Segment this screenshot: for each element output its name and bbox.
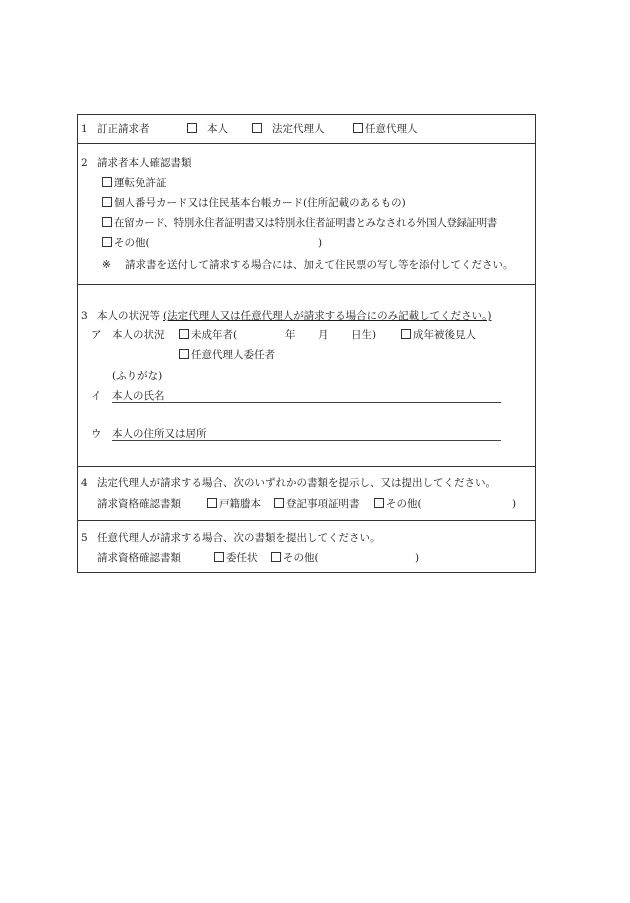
section-1-number: 1 <box>81 123 88 135</box>
principal-status-label: 本人の状況 <box>112 329 165 341</box>
s4-other-close: ) <box>512 498 517 510</box>
section-4-number: 4 <box>81 477 88 489</box>
principal-address-field[interactable] <box>112 440 501 441</box>
request-form <box>77 114 536 573</box>
principal-name-field[interactable] <box>112 402 501 403</box>
checkbox-s5-other[interactable] <box>271 552 281 562</box>
option-principal-of-agent[interactable]: 任意代理人委任者 <box>179 348 275 362</box>
principal-address-label: 本人の住所又は居所 <box>112 428 207 440</box>
section-3-label-note: (法定代理人又は任意代理人が請求する場合にのみ記載してください。) <box>163 310 492 322</box>
section-3-label: 本人の状況等 <box>97 310 160 322</box>
option-s4-other[interactable]: その他( <box>374 497 422 511</box>
birth-year-label: 年 <box>285 329 296 341</box>
section-4-legal-representative <box>78 466 535 521</box>
checkbox-residence-card[interactable] <box>102 217 112 227</box>
option-minor[interactable]: 未成年者( <box>179 328 237 342</box>
section-2-id-documents <box>78 143 535 285</box>
note-mark: ※ <box>102 259 111 271</box>
checkbox-self[interactable] <box>187 123 197 133</box>
checkbox-drivers-license[interactable] <box>102 177 112 187</box>
option-voluntary-agent[interactable]: 任意代理人 <box>353 122 418 136</box>
section-4-text: 法定代理人が請求する場合、次のいずれかの書類を提示し、又は提出してください。 <box>97 477 496 489</box>
option-adult-ward[interactable]: 成年被後見人 <box>401 328 476 342</box>
section-4-docs-label: 請求資格確認書類 <box>97 498 181 510</box>
checkbox-doc-other[interactable] <box>102 237 112 247</box>
doc-other[interactable]: その他( <box>102 236 150 250</box>
checkbox-minor[interactable] <box>179 329 189 339</box>
option-family-register[interactable]: 戸籍謄本 <box>207 497 261 511</box>
checkbox-individual-number-card[interactable] <box>102 197 112 207</box>
birth-month-label: 月 <box>318 329 329 341</box>
item-i-mark: イ <box>91 390 102 402</box>
item-u-mark: ウ <box>91 428 102 440</box>
section-2-number: 2 <box>81 157 88 169</box>
section-2-label: 請求者本人確認書類 <box>97 157 192 169</box>
principal-name-label: 本人の氏名 <box>112 390 165 402</box>
option-self[interactable]: 本人 <box>187 122 228 136</box>
section-1-label: 訂正請求者 <box>97 123 150 135</box>
checkbox-legal-representative[interactable] <box>252 123 262 133</box>
section-3-number: 3 <box>81 310 88 322</box>
option-s5-other[interactable]: その他( <box>271 551 319 565</box>
doc-other-close: ) <box>318 237 323 249</box>
doc-individual-number-card[interactable]: 個人番号カード又は住民基本台帳カード(住所記載のあるもの) <box>102 196 406 210</box>
furigana-label: (ふりがな) <box>112 370 163 382</box>
checkbox-adult-ward[interactable] <box>401 329 411 339</box>
checkbox-power-of-attorney[interactable] <box>214 552 224 562</box>
section-1-requester <box>78 115 535 143</box>
checkbox-family-register[interactable] <box>207 498 217 508</box>
option-legal-representative[interactable]: 法定代理人 <box>252 122 325 136</box>
section-5-text: 任意代理人が請求する場合、次の書類を提出してください。 <box>97 532 381 544</box>
mailing-note: 請求書を送付して請求する場合には、加えて住民票の写し等を添付してください。 <box>125 259 514 271</box>
doc-drivers-license[interactable]: 運転免許証 <box>102 176 167 190</box>
section-3-principal-status <box>78 284 535 467</box>
checkbox-s4-other[interactable] <box>374 498 384 508</box>
option-power-of-attorney[interactable]: 委任状 <box>214 551 258 565</box>
s5-other-close: ) <box>415 552 420 564</box>
checkbox-voluntary-agent[interactable] <box>353 123 363 133</box>
section-5-voluntary-agent <box>78 520 535 573</box>
doc-residence-card[interactable]: 在留カード、特別永住者証明書又は特別永住者証明書とみなされる外国人登録証明書 <box>102 216 497 230</box>
option-registry-certificate[interactable]: 登記事項証明書 <box>274 497 360 511</box>
item-a-mark: ア <box>91 329 102 341</box>
checkbox-registry-certificate[interactable] <box>274 498 284 508</box>
section-5-docs-label: 請求資格確認書類 <box>97 552 181 564</box>
checkbox-principal-of-agent[interactable] <box>179 349 189 359</box>
birth-day-label: 日生) <box>351 329 377 341</box>
section-5-number: 5 <box>81 532 88 544</box>
